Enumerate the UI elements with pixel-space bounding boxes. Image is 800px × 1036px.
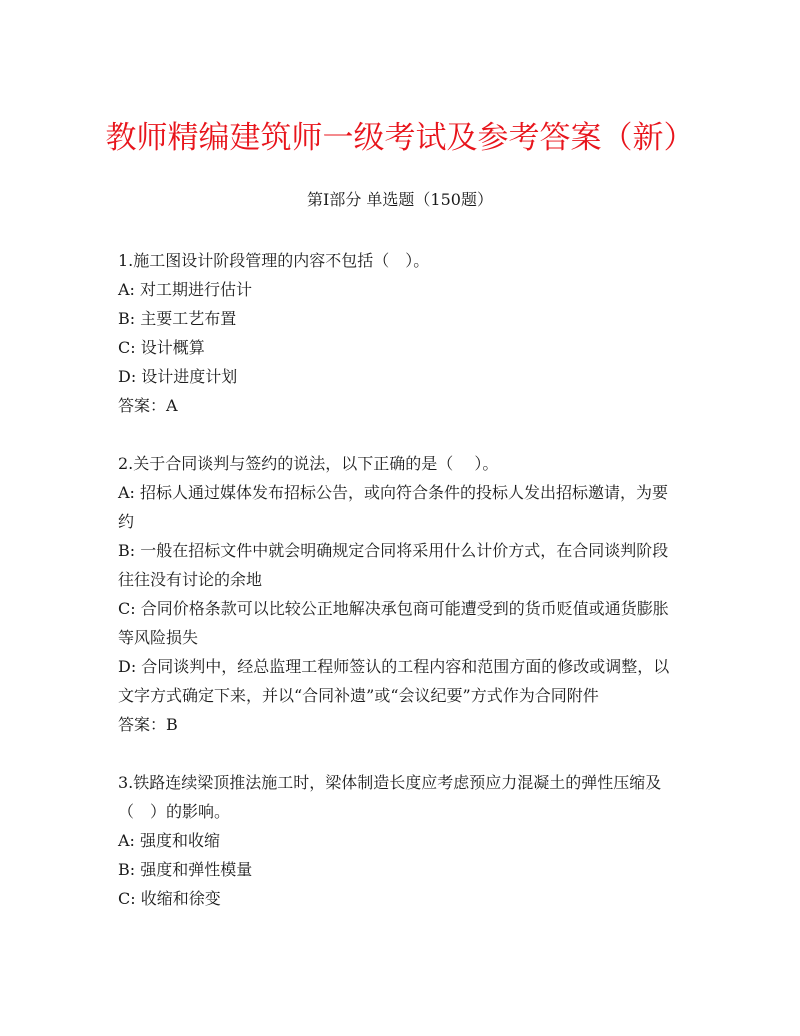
option-c: C: 收缩和徐变 — [118, 889, 221, 908]
question-stem: 2.关于合同谈判与签约的说法，以下正确的是（ ）。 — [118, 454, 499, 473]
question-stem: 1.施工图设计阶段管理的内容不包括（ ）。 — [118, 251, 430, 270]
option-b: B: 强度和弹性模量 — [118, 860, 253, 879]
option-d: D: 合同谈判中，经总监理工程师签认的工程内容和范围方面的修改或调整，以文字方式确定下来，并以“合同补遗”或“会议纪要”方式作为合同附件 — [118, 657, 670, 705]
section-title: 第I部分 单选题（150题） — [307, 190, 493, 209]
question-list — [118, 246, 678, 942]
option-b: B: 一般在招标文件中就会明确规定合同将采用什么计价方式，在合同谈判阶段往往没有讨论的余地 — [118, 541, 669, 589]
answer: 答案：A — [118, 396, 178, 415]
option-a: A: 对工期进行估计 — [118, 280, 253, 299]
option-a: A: 招标人通过媒体发布招标公告，或向符合条件的投标人发出招标邀请，为要约 — [118, 483, 669, 531]
question-2 — [118, 449, 678, 739]
answer: 答案：B — [118, 715, 178, 734]
document-title: 教师精编建筑师一级考试及参考答案（新） — [105, 120, 695, 156]
option-b: B: 主要工艺布置 — [118, 309, 237, 328]
option-c: C: 设计概算 — [118, 338, 205, 357]
question-3 — [118, 768, 678, 913]
question-1 — [118, 246, 678, 420]
option-a: A: 强度和收缩 — [118, 831, 221, 850]
question-stem: 3.铁路连续梁顶推法施工时，梁体制造长度应考虑预应力混凝土的弹性压缩及（ ）的影响。 — [118, 773, 662, 821]
option-c: C: 合同价格条款可以比较公正地解决承包商可能遭受到的货币贬值或通货膨胀等风险损失 — [118, 599, 669, 647]
option-d: D: 设计进度计划 — [118, 367, 238, 386]
